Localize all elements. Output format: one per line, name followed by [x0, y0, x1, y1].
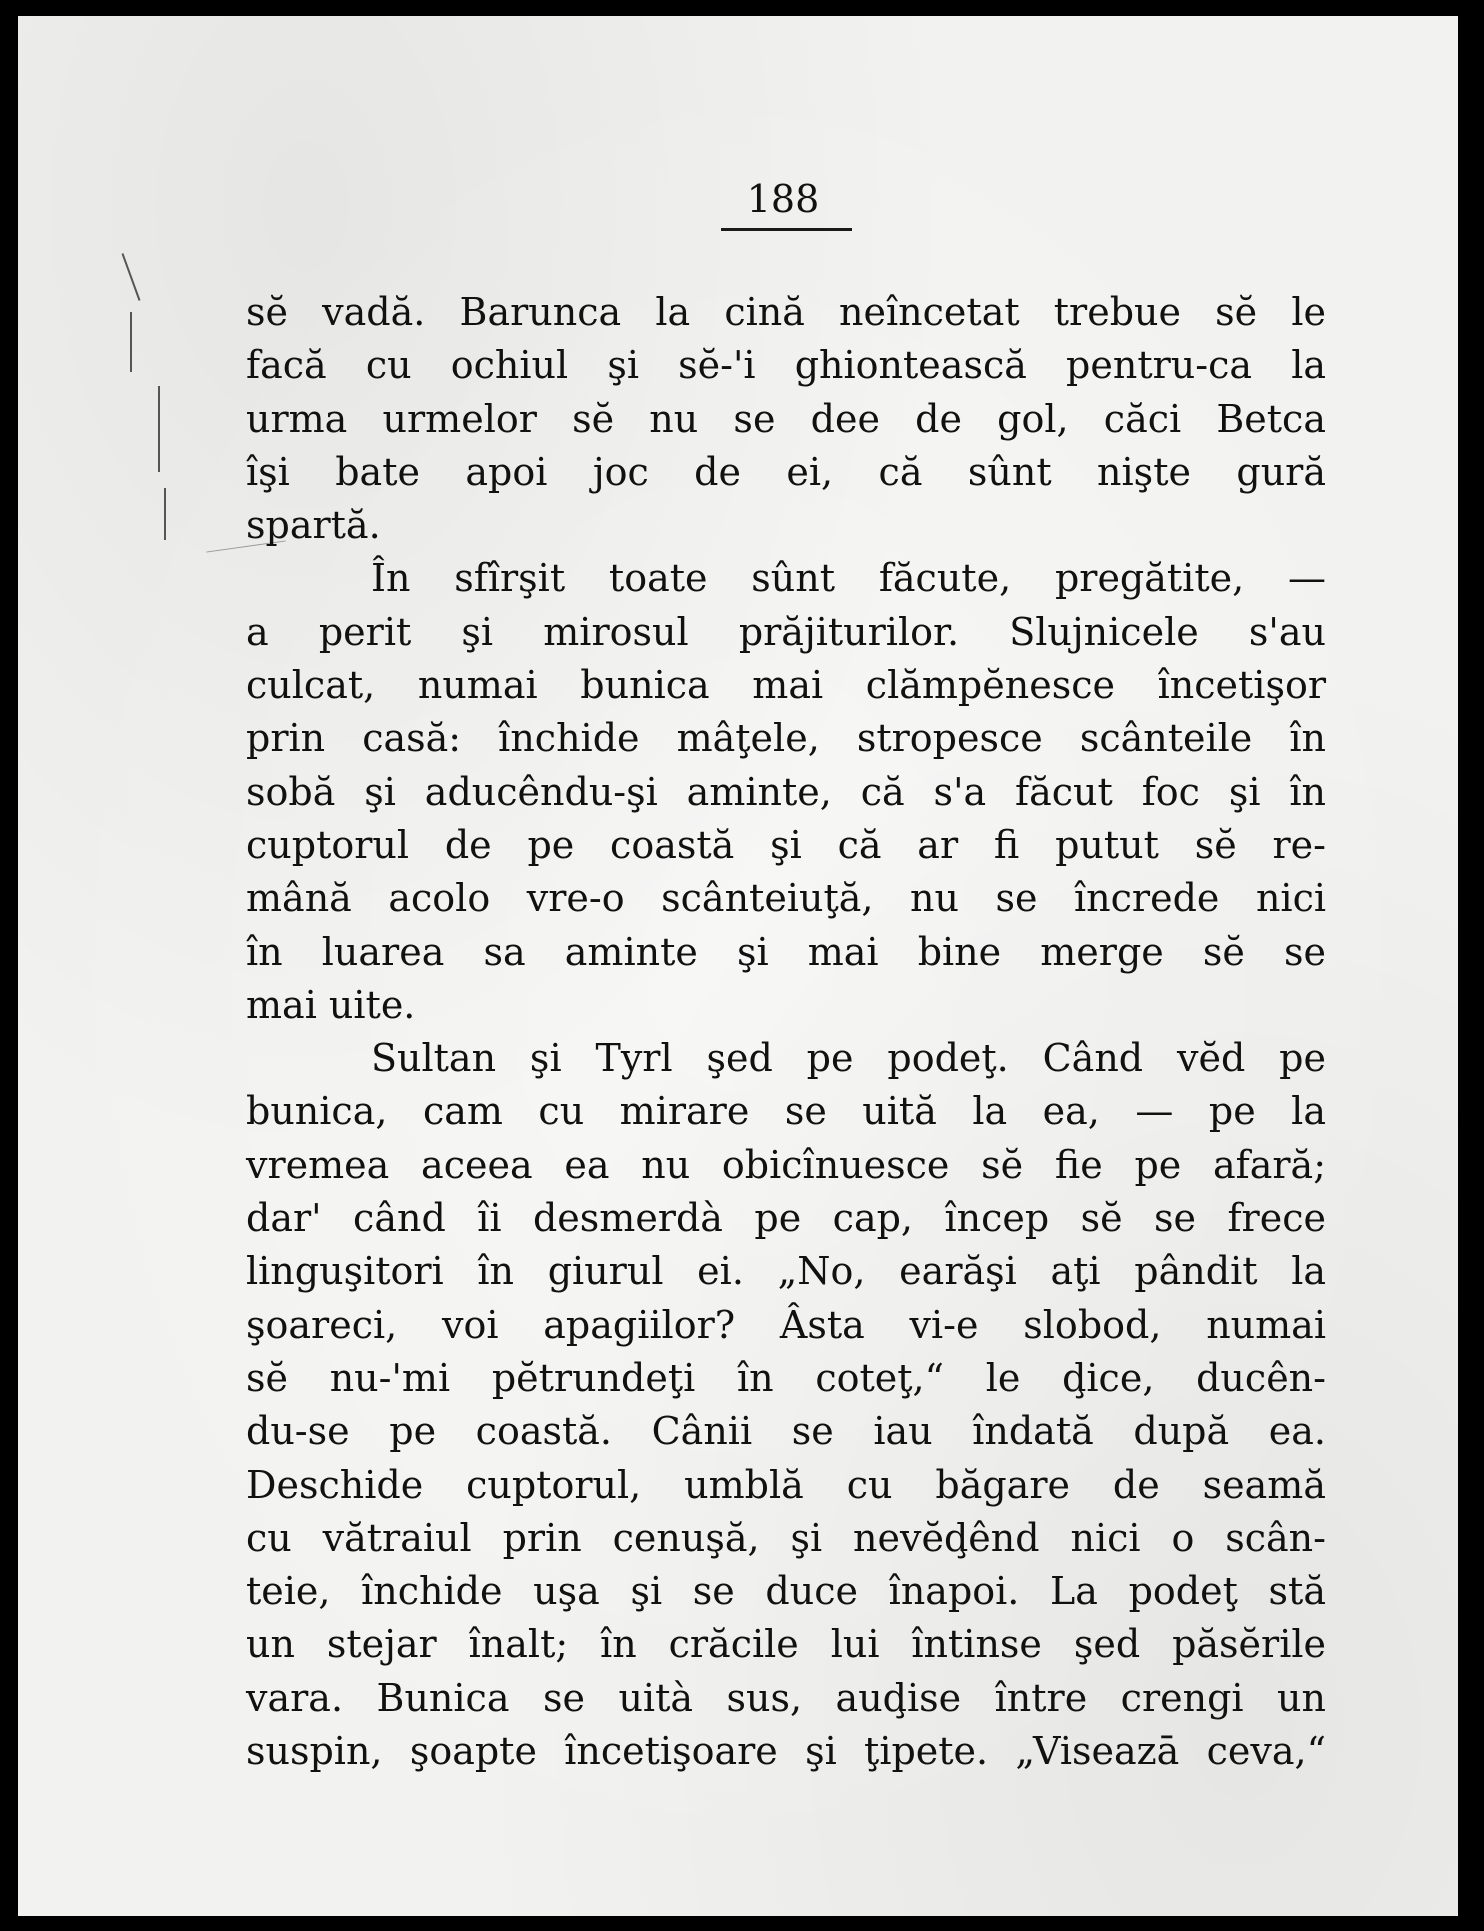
text-line: Deschide cuptorul, umblă cu băgare de seamă — [246, 1462, 1326, 1507]
text-line: dar' când îi desmerdà pe cap, încep sĕ se frece — [246, 1196, 1326, 1241]
text-line: culcat, numai bunica mai clămpĕnesce încetişor — [246, 663, 1326, 708]
margin-mark — [158, 386, 160, 472]
text-line: a perit şi mirosul prăjiturilor. Slujnicele s'au — [246, 609, 1326, 654]
text-line: un stejar înalt; în crăcile lui întinse şed păsĕrile — [246, 1622, 1326, 1667]
text-line: prin casă: închide mâţele, stropesce scânteile în — [246, 716, 1326, 761]
text-line: sĕ nu-'mi pĕtrundeţi în coteţ,“ le ḑice, ducên- — [246, 1355, 1326, 1400]
text-line: vara. Bunica se uità sus, auḑise între crengi un — [246, 1675, 1326, 1720]
text-line: cuptorul de pe coastă şi că ar fi putut sĕ re- — [246, 822, 1326, 867]
margin-mark — [130, 312, 132, 372]
body-text — [246, 286, 1326, 1778]
text-line: cu vătraiul prin cenuşă, şi nevĕḑênd nici o scân- — [246, 1515, 1326, 1560]
text-line: bunica, cam cu mirare se uită la ea, — pe la — [246, 1089, 1326, 1134]
text-line: sĕ vadă. Barunca la cină neîncetat trebue sĕ le — [246, 290, 1326, 334]
paragraph-3 — [246, 1032, 1326, 1778]
paragraph-1 — [246, 286, 1326, 552]
margin-mark — [164, 488, 166, 540]
text-line: urma urmelor sĕ nu se dee de gol, căci Betca — [246, 396, 1326, 441]
text-line: linguşitori în giurul ei. „No, earăşi aţi pândit la — [246, 1249, 1326, 1294]
text-line: Sultan şi Tyrl şed pe podeţ. Când vĕd pe — [371, 1036, 1326, 1081]
book-page — [18, 16, 1458, 1916]
page-number: 188 — [746, 177, 820, 221]
text-line: du-se pe coastă. Cânii se iau îndată după ea. — [246, 1409, 1326, 1454]
text-line: facă cu ochiul şi sĕ-'i ghiontească pentru-ca la — [246, 343, 1326, 388]
text-line: În sfîrşit toate sûnt făcute, pregătite, — — [371, 556, 1326, 601]
text-line: mai uite. — [246, 982, 416, 1027]
text-line: vremea aceea ea nu obicînuesce sĕ fie pe afară; — [246, 1142, 1326, 1187]
page-number-rule — [721, 228, 852, 231]
text-line: mână acolo vre-o scânteiuţă, nu se încrede nici — [246, 876, 1326, 921]
text-line: teie, închide uşa şi se duce înapoi. La podeţ stă — [246, 1569, 1326, 1614]
text-line: şoareci, voi apagiilor? Âsta vi-e slobod, numai — [246, 1302, 1326, 1347]
text-line: sobă şi aducêndu-şi aminte, că s'a făcut foc şi în — [246, 769, 1326, 814]
text-line: în luarea sa aminte şi mai bine merge sĕ se — [246, 929, 1326, 974]
text-line: îşi bate apoi joc de ei, că sûnt nişte gură — [246, 449, 1326, 494]
paragraph-2 — [246, 552, 1326, 1032]
text-line: spartă. — [246, 503, 381, 548]
margin-mark — [122, 253, 141, 301]
text-line: suspin, şoapte încetişoare şi ţipete. „Viseazā ceva,“ — [246, 1729, 1326, 1774]
